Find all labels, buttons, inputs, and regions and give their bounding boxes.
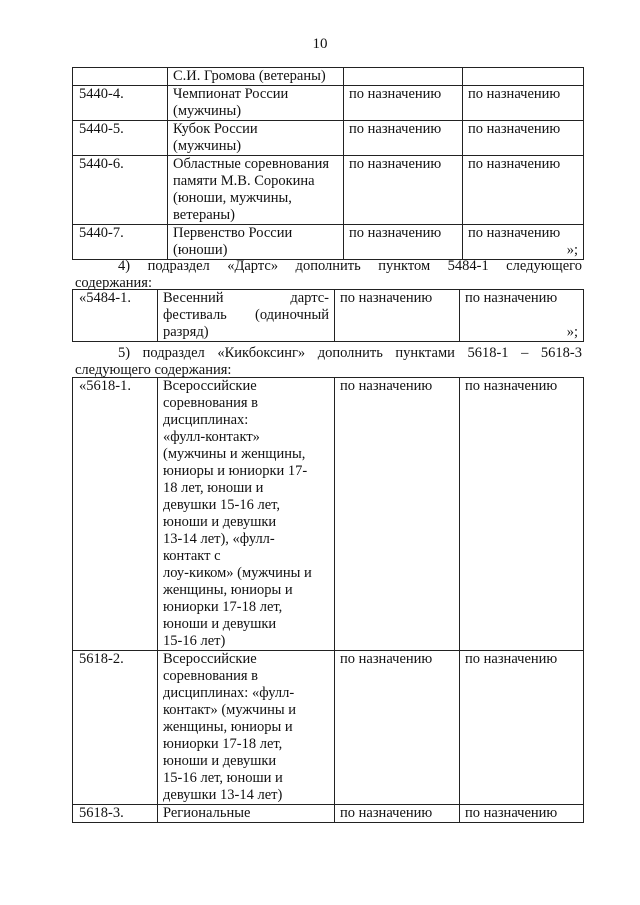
date-cell [344, 68, 463, 86]
table-row [73, 156, 584, 225]
table-row [73, 68, 584, 86]
place-cell: по назначению [460, 805, 584, 823]
place-cell: по назначению »; [463, 225, 584, 260]
row-number: 5440-7. [73, 225, 168, 260]
place-cell: по назначению [463, 121, 584, 156]
event-cell: Кубок России (мужчины) [168, 121, 344, 156]
place-cell: по назначению »; [460, 290, 584, 342]
row-number: «5484-1. [73, 290, 158, 342]
table-row [73, 378, 584, 651]
place-cell: по назначению [460, 378, 584, 651]
paragraph-4: 4) подраздел «Дартс» дополнить пунктом 5484-1 следующего содержания: [75, 258, 582, 291]
place-cell: по назначению [463, 86, 584, 121]
event-cell: Региональные [158, 805, 335, 823]
place-cell [463, 68, 584, 86]
row-number: «5618-1. [73, 378, 158, 651]
page-number: 10 [312, 36, 328, 52]
date-cell: по назначению [335, 378, 460, 651]
event-cell: Весенний дартс- фестиваль (одиночный разряд) [158, 290, 335, 342]
closing-quote: »; [566, 242, 578, 258]
event-cell: Всероссийские соревнования в дисциплинах: «фулл-контакт» (мужчины и женщины, юниоры и юниорки 17- 18 лет, юноши и девушки 15-16 лет, юноши и девушки 13-14 лет), «фулл- контакт с лоу-киком» (мужчины и женщины, юниоры и юниорки 17-18 лет, юноши и девушки 15-16 лет) [158, 378, 335, 651]
row-number: 5440-6. [73, 156, 168, 225]
event-cell: Чемпионат России (мужчины) [168, 86, 344, 121]
row-number: 5618-2. [73, 651, 158, 805]
place-cell: по назначению [463, 156, 584, 225]
paragraph-5: 5) подраздел «Кикбоксинг» дополнить пунктами 5618-1 – 5618-3 следующего содержания: [75, 345, 582, 378]
date-cell: по назначению [344, 86, 463, 121]
event-cell: Первенство России (юноши) [168, 225, 344, 260]
table-row [73, 225, 584, 260]
date-cell: по назначению [344, 121, 463, 156]
table-row [73, 290, 584, 342]
row-number: 5440-4. [73, 86, 168, 121]
closing-quote: »; [566, 324, 578, 340]
date-cell: по назначению [335, 651, 460, 805]
table-row [73, 651, 584, 805]
event-cell: Всероссийские соревнования в дисциплинах: «фулл- контакт» (мужчины и женщины, юниоры и юниорки 17-18 лет, юноши и девушки 15-16 лет, юноши и девушки 13-14 лет) [158, 651, 335, 805]
date-cell: по назначению [344, 156, 463, 225]
event-cell: Областные соревнования памяти М.В. Сорокина (юноши, мужчины, ветераны) [168, 156, 344, 225]
row-number: 5440-5. [73, 121, 168, 156]
table-1 [72, 67, 584, 260]
row-number [73, 68, 168, 86]
date-cell: по назначению [335, 805, 460, 823]
table-2 [72, 289, 584, 342]
place-cell: по назначению [460, 651, 584, 805]
date-cell: по назначению [344, 225, 463, 260]
table-row [73, 86, 584, 121]
date-cell: по назначению [335, 290, 460, 342]
table-3 [72, 377, 584, 823]
row-number: 5618-3. [73, 805, 158, 823]
event-cell: С.И. Громова (ветераны) [168, 68, 344, 86]
table-row [73, 805, 584, 823]
table-row [73, 121, 584, 156]
